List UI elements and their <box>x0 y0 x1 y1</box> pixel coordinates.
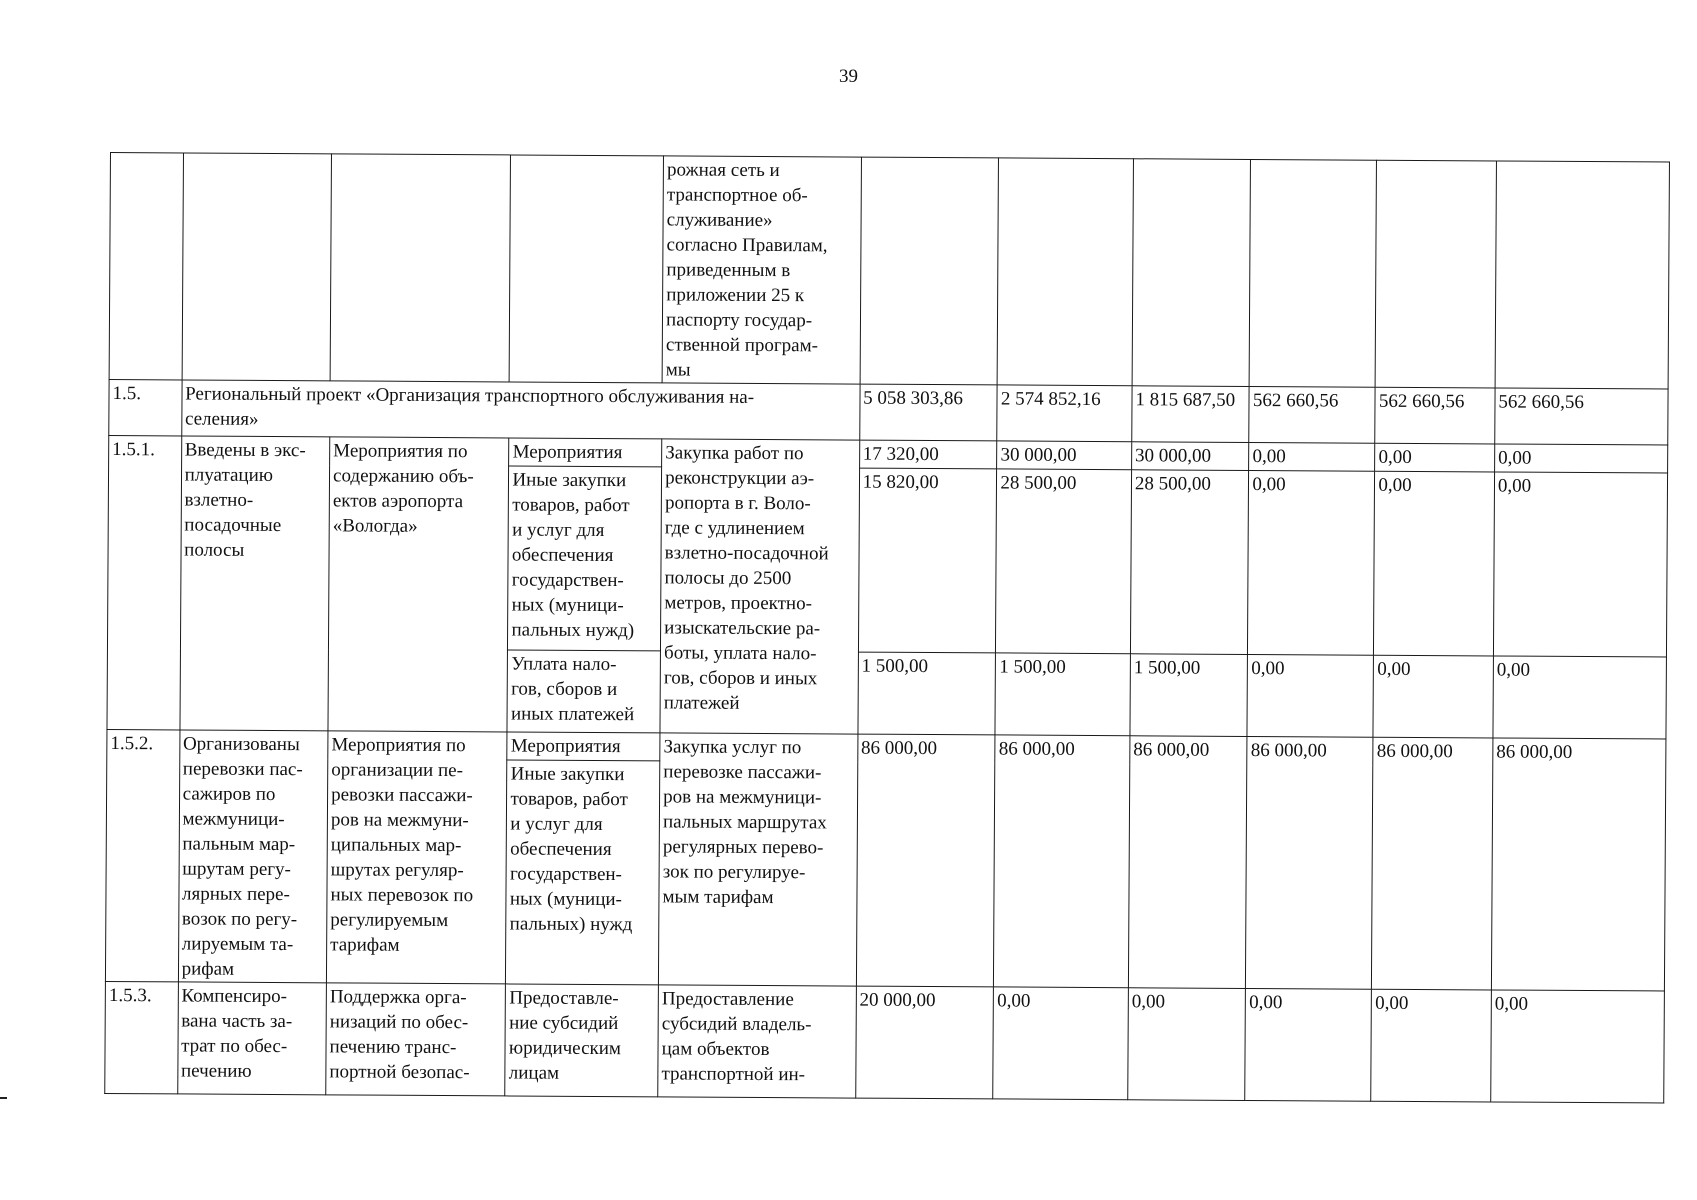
value-cell: 0,00 <box>1247 654 1373 737</box>
cell-empty <box>510 155 664 383</box>
result-cell: Компенсиро- вана часть за- трат по обес- печению <box>177 982 326 1095</box>
event-cell: Мероприятия по организации пе- ревозки пассажи- ров на межмуни- ципальных мар- шрутах регуляр- ных перевозок по регулируемым тарифам <box>326 731 507 984</box>
value-cell: 0,00 <box>1493 472 1667 657</box>
type-cell: Иные закупки товаров, работ и услуг для обеспечения государствен- ных (муници- пальных) нужд <box>506 760 660 985</box>
cell-empty <box>1132 159 1251 387</box>
cell-empty <box>109 153 183 380</box>
value-cell: 0,00 <box>1248 470 1375 655</box>
row-number: 1.5. <box>109 379 182 435</box>
table-row-1-5-3 <box>105 981 1665 1103</box>
value-cell: 0,00 <box>1249 442 1375 471</box>
value-cell: 562 660,56 <box>1495 388 1668 445</box>
value-cell: 86 000,00 <box>994 735 1130 988</box>
value-cell: 1 500,00 <box>995 653 1130 736</box>
value-cell: 86 000,00 <box>1372 737 1493 990</box>
row-number: 1.5.2. <box>105 729 179 981</box>
type-header: Мероприятия <box>509 438 662 467</box>
value-cell: 28 500,00 <box>1130 470 1249 655</box>
type-cell: Предоставле- ние субсидий юридическим лицам <box>505 984 658 1097</box>
value-cell: 0,00 <box>1373 655 1493 738</box>
value-cell: 15 820,00 <box>858 468 997 653</box>
description-cell: Закупка услуг по перевозке пассажи- ров на межмуници- пальных маршрутах регулярных перево- зок по регулируе- мым тарифам <box>659 733 858 986</box>
cell-empty <box>997 158 1133 386</box>
cell-empty <box>182 153 332 381</box>
value-cell: 86 000,00 <box>1246 736 1374 989</box>
cell-empty <box>1495 161 1669 389</box>
cell-empty <box>1249 159 1376 387</box>
row-number: 1.5.3. <box>105 981 178 1093</box>
cell-description: рожная сеть и транспортное об- служивание» согласно Правилам, приведенным в приложении 25 к паспорту государ- ственной програм- мы <box>662 156 861 384</box>
value-cell: 86 000,00 <box>856 734 995 987</box>
value-cell: 0,00 <box>1495 444 1668 473</box>
value-cell: 30 000,00 <box>997 441 1132 470</box>
project-title: Региональный проект «Организация транспортного обслуживания на- селения» <box>181 380 859 440</box>
row-number: 1.5.1. <box>107 435 181 729</box>
value-cell: 86 000,00 <box>1491 738 1666 991</box>
value-cell: 20 000,00 <box>855 986 993 1099</box>
value-cell: 28 500,00 <box>996 469 1132 654</box>
budget-table <box>104 152 1670 1104</box>
value-cell: 0,00 <box>1128 988 1246 1101</box>
value-cell: 0,00 <box>1493 656 1667 739</box>
event-cell: Мероприятия по содержанию объ- ектов аэропорта «Вологда» <box>328 437 509 732</box>
value-cell: 30 000,00 <box>1131 442 1249 471</box>
description-cell: Предоставление субсидий владель- цам объектов транспортной ин- <box>658 985 856 1098</box>
value-cell: 0,00 <box>1491 990 1665 1103</box>
value-cell: 1 500,00 <box>858 652 996 735</box>
value-cell: 0,00 <box>1375 443 1495 472</box>
description-cell: Закупка работ по реконструкции аэ- ропорта в г. Воло- где с удлинением взлетно-посадочной полосы до 2500 метров, проектно- изыскательские ра- боты, уплата нало- гов, сборов и иных платежей <box>660 439 859 734</box>
result-cell: Организованы перевозки пас- сажиров по межмуници- пальным мар- шрутам регу- лярных пере- возок по регу- лируемым та- рифам <box>178 730 328 983</box>
value-cell: 17 320,00 <box>859 440 997 469</box>
value-cell: 0,00 <box>1371 989 1491 1102</box>
type-cell: Уплата нало- гов, сборов и иных платежей <box>507 650 660 733</box>
type-cell: Иные закупки товаров, работ и услуг для обеспечения государствен- ных (муници- пальных нужд) <box>508 466 662 651</box>
value-cell: 1 500,00 <box>1130 654 1248 737</box>
value-cell: 0,00 <box>1374 471 1495 656</box>
value-cell: 86 000,00 <box>1128 736 1247 989</box>
value-cell: 0,00 <box>993 987 1128 1100</box>
value-cell: 5 058 303,86 <box>859 384 997 441</box>
cell-empty <box>330 154 511 382</box>
value-cell: 2 574 852,16 <box>997 385 1132 442</box>
value-cell: 1 815 687,50 <box>1132 386 1250 443</box>
document-sheet <box>104 152 1670 1104</box>
value-cell: 0,00 <box>1245 988 1372 1101</box>
cell-empty <box>860 157 999 385</box>
value-cell: 562 660,56 <box>1249 386 1375 443</box>
page-number: 39 <box>839 66 858 87</box>
cell-empty <box>1375 160 1496 388</box>
margin-mark <box>0 1097 7 1099</box>
table-row-1-5 <box>109 379 1668 445</box>
table-row-continuation <box>109 153 1669 390</box>
result-cell: Введены в экс- плуатацию взлетно- посадочные полосы <box>180 436 330 731</box>
value-cell: 562 660,56 <box>1375 387 1495 444</box>
type-header: Мероприятия <box>507 732 660 761</box>
event-cell: Поддержка орга- низаций по обес- печению транс- портной безопас- <box>326 983 506 1096</box>
